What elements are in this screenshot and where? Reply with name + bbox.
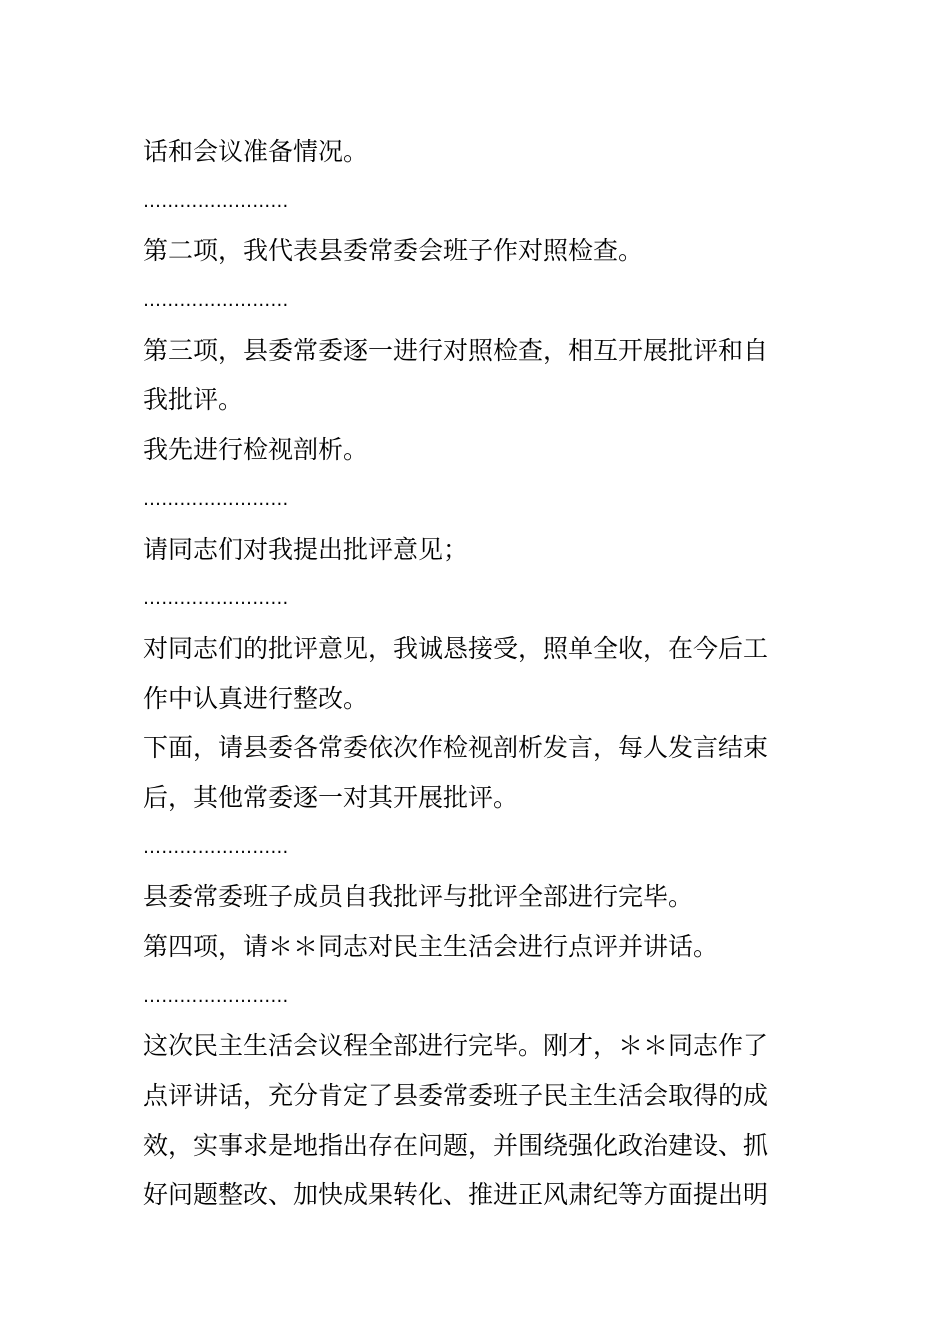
ellipsis-line: …………………… bbox=[143, 290, 289, 312]
ellipsis-line: …………………… bbox=[143, 190, 289, 212]
text-line: 我先进行检视剖析。 bbox=[143, 435, 369, 465]
ellipsis-line: …………………… bbox=[143, 588, 289, 610]
document-body bbox=[143, 127, 813, 1220]
text-line: 请同志们对我提出批评意见； bbox=[143, 534, 469, 564]
text-line: 话和会议准备情况。 bbox=[143, 137, 369, 166]
text-line: 对同志们的批评意见，我诚恳接受，照单全收，在今后工 bbox=[143, 633, 769, 663]
ellipsis-line: …………………… bbox=[143, 985, 289, 1007]
text-line: 第二项，我代表县委常委会班子作对照检查。 bbox=[143, 236, 644, 266]
text-line: 后，其他常委逐一对其开展批评。 bbox=[143, 782, 519, 812]
text-line: 我批评。 bbox=[143, 385, 244, 415]
text-line: 下面，请县委各常委依次作检视剖析发言，每人发言结束 bbox=[143, 733, 769, 763]
text-line: 第三项，县委常委逐一进行对照检查，相互开展批评和自 bbox=[143, 335, 769, 365]
text-line: 好问题整改、加快成果转化、推进正风肃纪等方面提出明 bbox=[143, 1180, 769, 1210]
text-line: 第四项，请＊＊同志对民主生活会进行点评并讲话。 bbox=[143, 932, 719, 961]
text-line: 点评讲话，充分肯定了县委常委班子民主生活会取得的成 bbox=[143, 1081, 769, 1111]
text-line: 县委常委班子成员自我批评与批评全部进行完毕。 bbox=[143, 882, 694, 912]
ellipsis-line: …………………… bbox=[143, 488, 289, 510]
text-line: 作中认真进行整改。 bbox=[143, 683, 369, 713]
text-line: 这次民主生活会议程全部进行完毕。刚才，＊＊同志作了 bbox=[143, 1031, 769, 1061]
ellipsis-line: …………………… bbox=[143, 836, 289, 858]
text-line: 效，实事求是地指出存在问题，并围绕强化政治建设、抓 bbox=[143, 1130, 769, 1160]
